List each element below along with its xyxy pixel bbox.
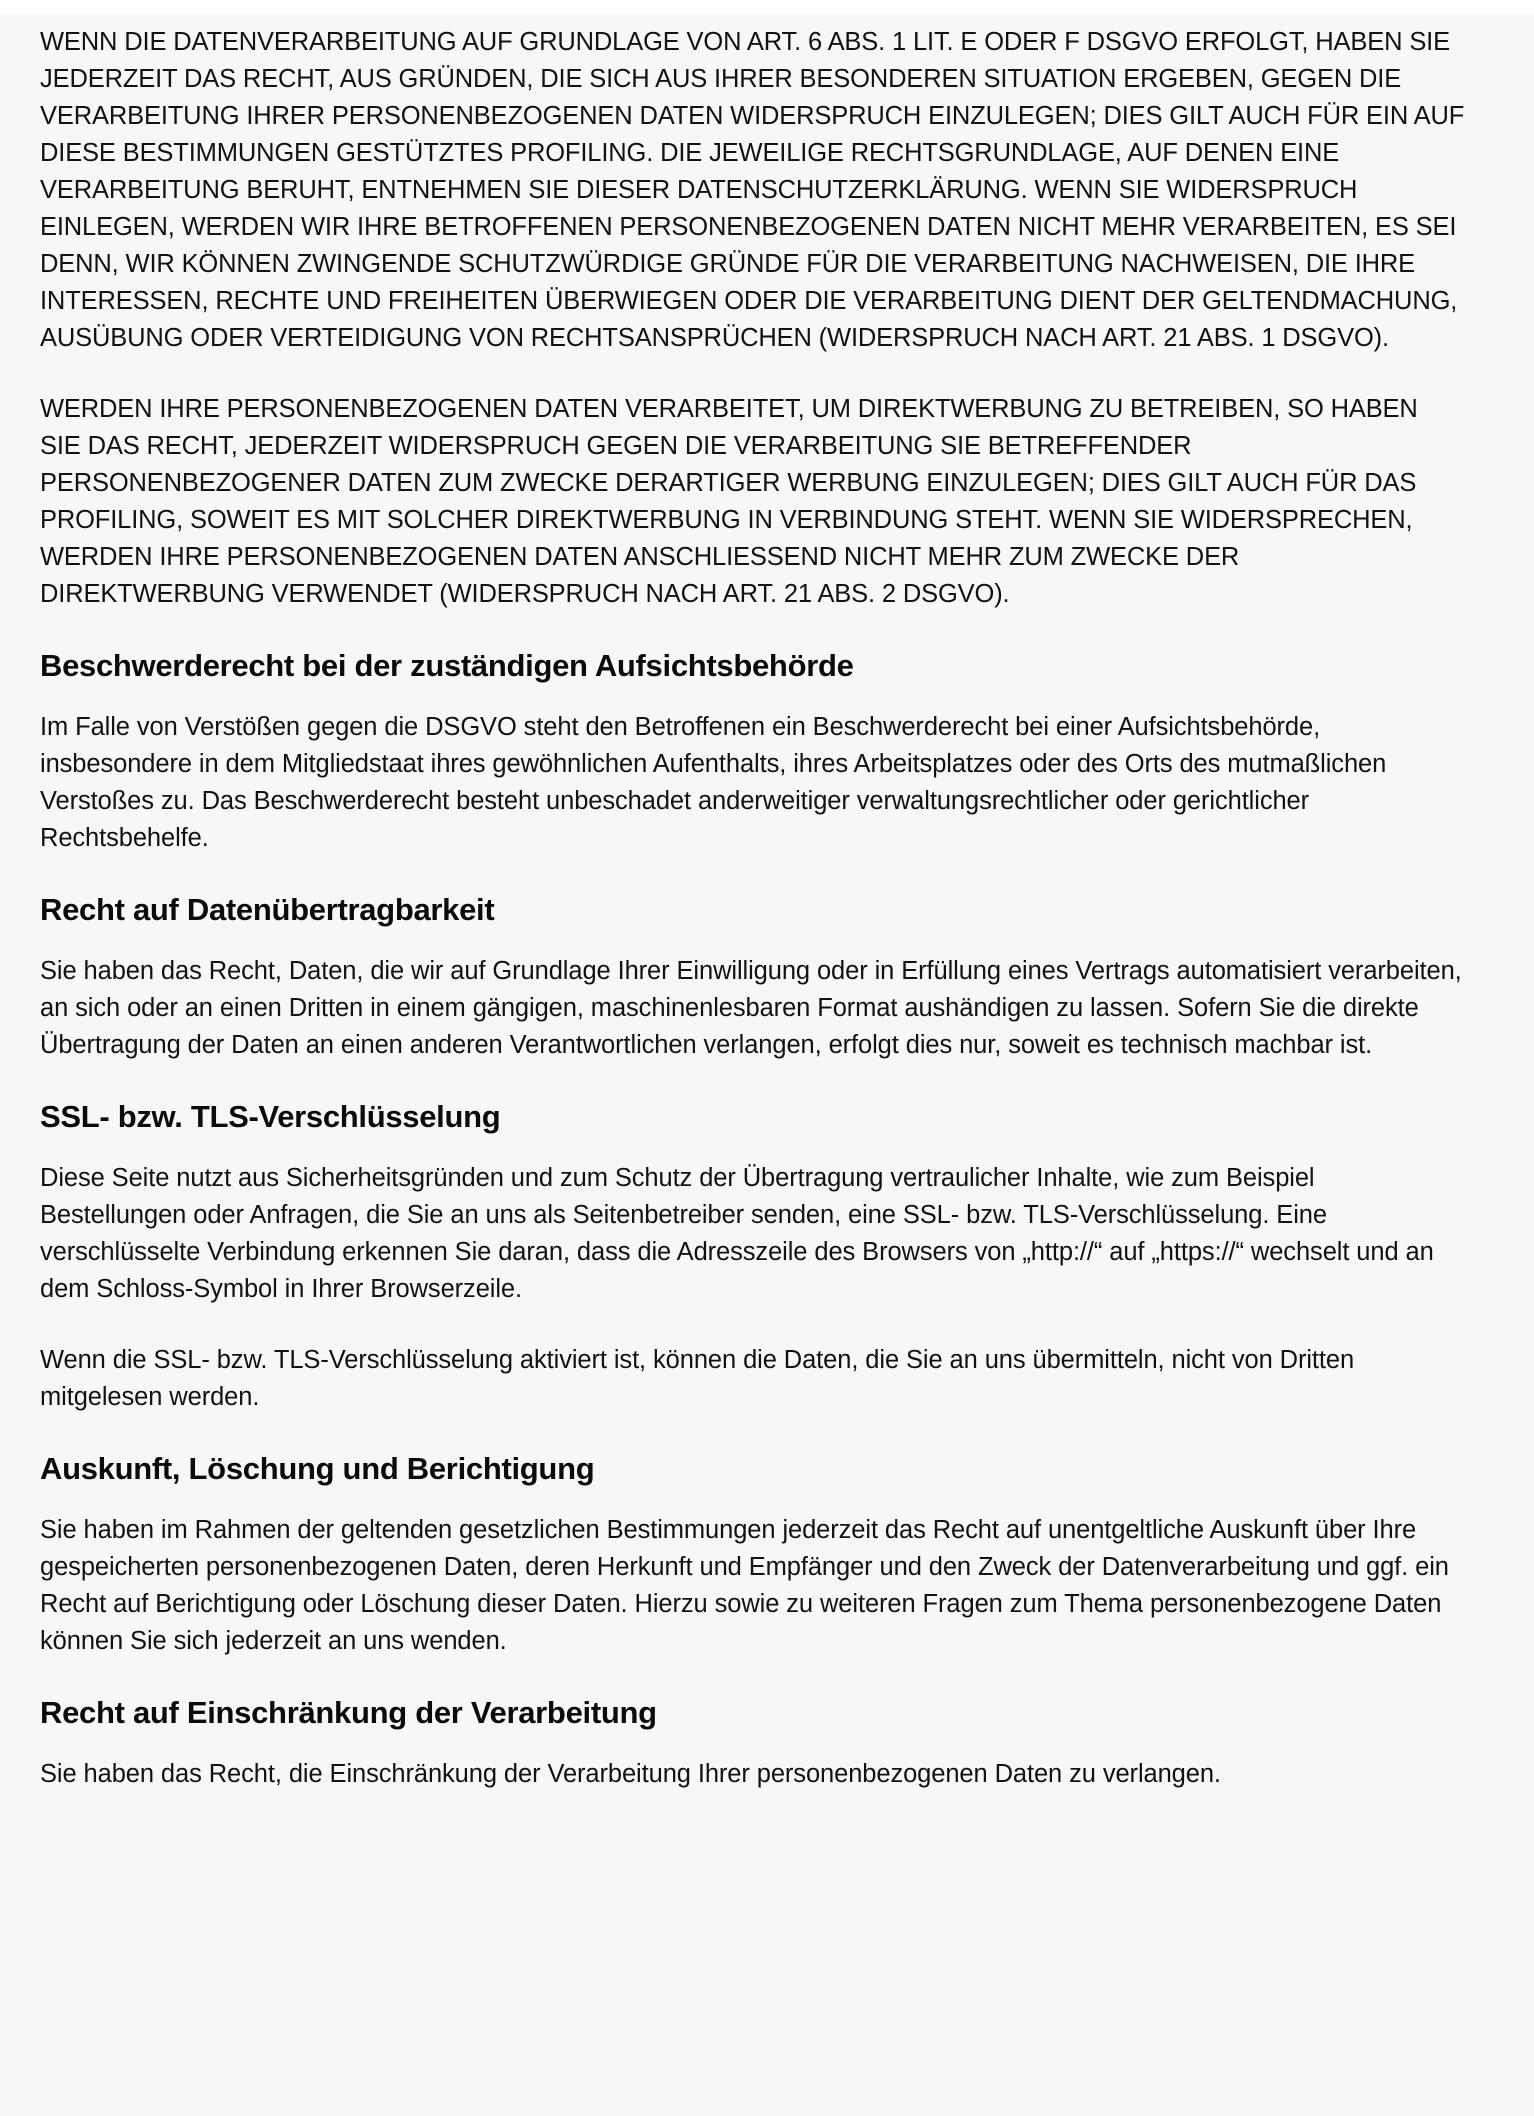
paragraph-datenuebertragbarkeit: Sie haben das Recht, Daten, die wir auf Grundlage Ihrer Einwilligung oder in Erfüllung eines Vertrags automatisiert verarbeiten, an sich oder an einen Dritten in einem gängigen, maschinenlesbaren Format aushändigen zu lassen. Sofern Sie die direkte Übertragung der Daten an einen anderen Verantwortlichen verlangen, erfolgt dies nur, soweit es technisch machbar ist.: [40, 957, 1462, 1059]
paragraph-beschwerderecht: Im Falle von Verstößen gegen die DSGVO steht den Betroffenen ein Beschwerderecht bei einer Aufsichtsbehörde, insbesondere in dem Mitgliedstaat ihres gewöhnlichen Aufenthalts, ihres Arbeitsplatzes oder des Orts des mutmaßlichen Verstoßes zu. Das Beschwerderecht besteht unbeschadet anderweitiger verwaltungsrechtlicher oder gerichtlicher Rechtsbehelfe.: [40, 713, 1387, 852]
paragraph-ssl-tls-1: Diese Seite nutzt aus Sicherheitsgründen und zum Schutz der Übertragung vertraulicher Inhalte, wie zum Beispiel Bestellungen oder Anfragen, die Sie an uns als Seitenbetreiber senden, eine SSL- bzw. TLS-Verschlüsselung. Eine verschlüsselte Verbindung erkennen Sie daran, dass die Adresszeile des Browsers von „http://“ auf „https://“ wechselt und an dem Schloss-Symbol in Ihrer Browserzeile.: [40, 1164, 1434, 1303]
paragraph-ssl-tls-2: Wenn die SSL- bzw. TLS-Verschlüsselung aktiviert ist, können die Daten, die Sie an uns übermitteln, nicht von Dritten mitgelesen werden.: [40, 1346, 1355, 1411]
intro-paragraph-direct-marketing: WERDEN IHRE PERSONENBEZOGENEN DATEN VERARBEITET, UM DIREKTWERBUNG ZU BETREIBEN, SO HABEN SIE DAS RECHT, JEDERZEIT WIDERSPRUCH GEGEN DIE VERARBEITUNG SIE BETREFFENDER PERSONENBEZOGENER DATEN ZUM ZWECKE DERARTIGER WERBUNG EINZULEGEN; DIES GILT AUCH FÜR DAS PROFILING, SOWEIT ES MIT SOLCHER DIREKTWERBUNG IN VERBINDUNG STEHT. WENN SIE WIDERSPRECHEN, WERDEN IHRE PERSONENBEZOGENEN DATEN ANSCHLIESSEND NICHT MEHR ZUM ZWECKE DER DIREKTWERBUNG VERWENDET (WIDERSPRUCH NACH ART. 21 ABS. 2 DSGVO).: [40, 395, 1418, 608]
heading-ssl-tls-verschluesselung: SSL- bzw. TLS-Verschlüsselung: [40, 1099, 501, 1134]
paragraph-einschraenkung-verarbeitung: Sie haben das Recht, die Einschränkung der Verarbeitung Ihrer personenbezogenen Daten zu verlangen.: [40, 1760, 1221, 1788]
heading-einschraenkung-verarbeitung: Recht auf Einschränkung der Verarbeitung: [40, 1695, 657, 1730]
paragraph-auskunft-loeschung-berichtigung: Sie haben im Rahmen der geltenden gesetzlichen Bestimmungen jederzeit das Recht auf unentgeltliche Auskunft über Ihre gespeicherten personenbezogenen Daten, deren Herkunft und Empfänger und den Zweck der Datenverarbeitung und ggf. ein Recht auf Berichtigung oder Löschung dieser Daten. Hierzu sowie zu weiteren Fragen zum Thema personenbezogene Daten können Sie sich jederzeit an uns wenden.: [40, 1516, 1449, 1655]
document-page: [0, 14, 1534, 2116]
heading-auskunft-loeschung-berichtigung: Auskunft, Löschung und Berichtigung: [40, 1451, 595, 1486]
document-content: [40, 14, 1465, 1827]
intro-paragraph-objection-rights: WENN DIE DATENVERARBEITUNG AUF GRUNDLAGE VON ART. 6 ABS. 1 LIT. E ODER F DSGVO ERFOLGT, HABEN SIE JEDERZEIT DAS RECHT, AUS GRÜNDEN, DIE SICH AUS IHRER BESONDEREN SITUATION ERGEBEN, GEGEN DIE VERARBEITUNG IHRER PERSONENBEZOGENEN DATEN WIDERSPRUCH EINZULEGEN; DIES GILT AUCH FÜR EIN AUF DIESE BESTIMMUNGEN GESTÜTZTES PROFILING. DIE JEWEILIGE RECHTSGRUNDLAGE, AUF DENEN EINE VERARBEITUNG BERUHT, ENTNEHMEN SIE DIESER DATENSCHUTZERKLÄRUNG. WENN SIE WIDERSPRUCH EINLEGEN, WERDEN WIR IHRE BETROFFENEN PERSONENBEZOGENEN DATEN NICHT MEHR VERARBEITEN, ES SEI DENN, WIR KÖNNEN ZWINGENDE SCHUTZWÜRDIGE GRÜNDE FÜR DIE VERARBEITUNG NACHWEISEN, DIE IHRE INTERESSEN, RECHTE UND FREIHEITEN ÜBERWIEGEN ODER DIE VERARBEITUNG DIENT DER GELTENDMACHUNG, AUSÜBUNG ODER VERTEIDIGUNG VON RECHTSANSPRÜCHEN (WIDERSPRUCH NACH ART. 21 ABS. 1 DSGVO).: [40, 28, 1465, 352]
heading-beschwerderecht: Beschwerderecht bei der zuständigen Aufsichtsbehörde: [40, 648, 854, 683]
heading-datenuebertragbarkeit: Recht auf Datenübertragbarkeit: [40, 892, 495, 927]
